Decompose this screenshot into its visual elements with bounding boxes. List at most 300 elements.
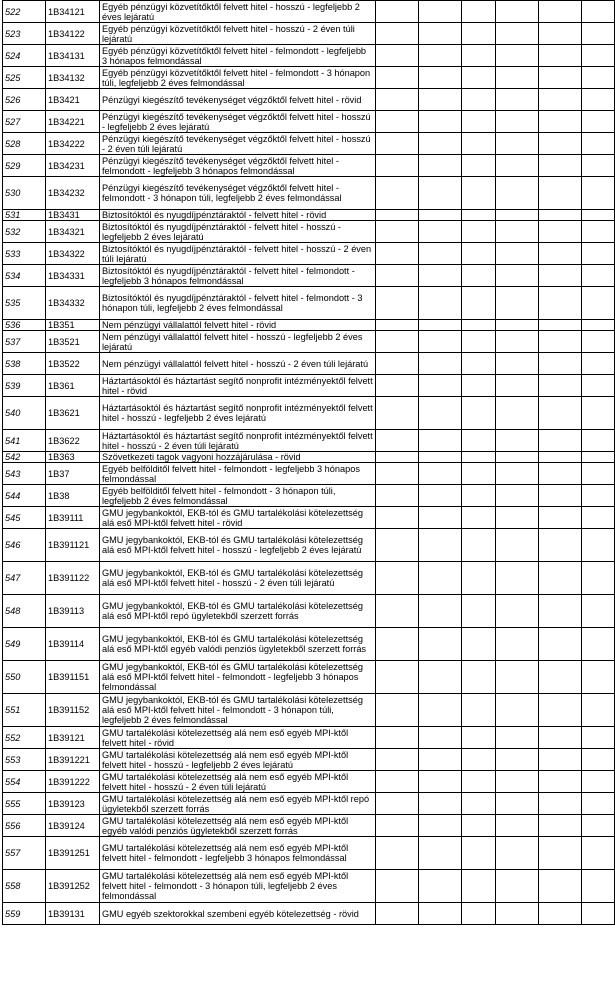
empty-value-cell[interactable] [376, 243, 419, 265]
empty-value-cell[interactable] [582, 210, 615, 221]
empty-value-cell[interactable] [462, 320, 496, 331]
empty-value-cell[interactable] [582, 155, 615, 177]
row-code: 1B34231 [46, 155, 100, 177]
empty-value-cell[interactable] [582, 903, 615, 925]
empty-value-cell[interactable] [539, 243, 582, 265]
empty-value-cell[interactable] [462, 155, 496, 177]
empty-value-cell[interactable] [419, 903, 462, 925]
empty-value-cell[interactable] [419, 870, 462, 903]
row-code: 1B39113 [46, 595, 100, 628]
empty-value-cell[interactable] [462, 837, 496, 870]
table-row [3, 485, 615, 507]
empty-value-cell[interactable] [539, 89, 582, 111]
empty-value-cell[interactable] [539, 155, 582, 177]
empty-value-cell[interactable] [496, 331, 539, 353]
empty-value-cell[interactable] [496, 595, 539, 628]
row-description: Háztartásoktól és háztartást segítő nonprofit intézményektől felvett hitel - hosszú - 2 éven túli lejáratú [100, 430, 376, 452]
empty-value-cell[interactable] [462, 507, 496, 529]
empty-value-cell[interactable] [582, 430, 615, 452]
empty-value-cell[interactable] [419, 243, 462, 265]
empty-value-cell[interactable] [496, 353, 539, 375]
empty-value-cell[interactable] [376, 287, 419, 320]
empty-value-cell[interactable] [582, 562, 615, 595]
empty-value-cell[interactable] [376, 1, 419, 23]
empty-value-cell[interactable] [462, 595, 496, 628]
empty-value-cell[interactable] [462, 89, 496, 111]
row-code: 1B391152 [46, 694, 100, 727]
empty-value-cell[interactable] [376, 727, 419, 749]
empty-value-cell[interactable] [419, 23, 462, 45]
empty-value-cell[interactable] [462, 661, 496, 694]
empty-value-cell[interactable] [496, 771, 539, 793]
empty-value-cell[interactable] [582, 23, 615, 45]
empty-value-cell[interactable] [582, 353, 615, 375]
empty-value-cell[interactable] [376, 133, 419, 155]
empty-value-cell[interactable] [582, 331, 615, 353]
row-description: GMU egyéb szektorokkal szembeni egyéb kötelezettség - rövid [100, 903, 376, 925]
empty-value-cell[interactable] [496, 23, 539, 45]
empty-value-cell[interactable] [462, 111, 496, 133]
empty-value-cell[interactable] [462, 485, 496, 507]
empty-value-cell[interactable] [376, 837, 419, 870]
empty-value-cell[interactable] [496, 870, 539, 903]
empty-value-cell[interactable] [582, 771, 615, 793]
empty-value-cell[interactable] [376, 661, 419, 694]
empty-value-cell[interactable] [462, 452, 496, 463]
empty-value-cell[interactable] [496, 210, 539, 221]
empty-value-cell[interactable] [539, 771, 582, 793]
empty-value-cell[interactable] [419, 562, 462, 595]
row-number: 542 [3, 452, 46, 463]
empty-value-cell[interactable] [419, 452, 462, 463]
empty-value-cell[interactable] [496, 694, 539, 727]
empty-value-cell[interactable] [462, 430, 496, 452]
empty-value-cell[interactable] [376, 221, 419, 243]
empty-value-cell[interactable] [419, 430, 462, 452]
row-description: Biztosítóktól és nyugdíjpénztáraktól - felvett hitel - hosszú - legfeljebb 2 éves lejáratú [100, 221, 376, 243]
empty-value-cell[interactable] [376, 375, 419, 397]
table-row [3, 45, 615, 67]
row-description: GMU jegybankoktól, EKB-tól és GMU tartalékolási kötelezettség alá eső MPI-ktől felvett hitel - hosszú - 2 éven túli lejáratú [100, 562, 376, 595]
empty-value-cell[interactable] [496, 221, 539, 243]
row-description: Biztosítóktól és nyugdíjpénztáraktól - felvett hitel - felmondott - 3 hónapon túli, legfeljebb 2 éves felmondással [100, 287, 376, 320]
empty-value-cell[interactable] [496, 133, 539, 155]
empty-value-cell[interactable] [419, 331, 462, 353]
empty-value-cell[interactable] [496, 177, 539, 210]
empty-value-cell[interactable] [539, 870, 582, 903]
row-description: GMU jegybankoktól, EKB-tól és GMU tartalékolási kötelezettség alá eső MPI-ktől felvett hitel - hosszú - legfeljebb 2 éves lejáratú [100, 529, 376, 562]
empty-value-cell[interactable] [419, 529, 462, 562]
row-number: 540 [3, 397, 46, 430]
row-number: 526 [3, 89, 46, 111]
empty-value-cell[interactable] [462, 210, 496, 221]
empty-value-cell[interactable] [539, 529, 582, 562]
empty-value-cell[interactable] [582, 749, 615, 771]
empty-value-cell[interactable] [539, 793, 582, 815]
empty-value-cell[interactable] [496, 628, 539, 661]
empty-value-cell[interactable] [539, 375, 582, 397]
row-description: Pénzügyi kiegészítő tevékenységet végzőktől felvett hitel - felmondott - 3 hónapon túli, legfeljebb 2 éves felmondással [100, 177, 376, 210]
empty-value-cell[interactable] [376, 430, 419, 452]
empty-value-cell[interactable] [539, 320, 582, 331]
empty-value-cell[interactable] [419, 694, 462, 727]
empty-value-cell[interactable] [462, 265, 496, 287]
row-number: 554 [3, 771, 46, 793]
empty-value-cell[interactable] [462, 903, 496, 925]
empty-value-cell[interactable] [582, 793, 615, 815]
empty-value-cell[interactable] [376, 397, 419, 430]
empty-value-cell[interactable] [539, 815, 582, 837]
empty-value-cell[interactable] [582, 595, 615, 628]
empty-value-cell[interactable] [376, 45, 419, 67]
empty-value-cell[interactable] [376, 793, 419, 815]
empty-value-cell[interactable] [419, 771, 462, 793]
empty-value-cell[interactable] [419, 353, 462, 375]
empty-value-cell[interactable] [539, 221, 582, 243]
empty-value-cell[interactable] [376, 353, 419, 375]
row-code: 1B34321 [46, 221, 100, 243]
empty-value-cell[interactable] [496, 485, 539, 507]
empty-value-cell[interactable] [376, 320, 419, 331]
empty-value-cell[interactable] [582, 1, 615, 23]
empty-value-cell[interactable] [582, 397, 615, 430]
empty-value-cell[interactable] [496, 45, 539, 67]
empty-value-cell[interactable] [462, 133, 496, 155]
empty-value-cell[interactable] [582, 243, 615, 265]
empty-value-cell[interactable] [496, 430, 539, 452]
empty-value-cell[interactable] [539, 749, 582, 771]
empty-value-cell[interactable] [539, 595, 582, 628]
empty-value-cell[interactable] [582, 221, 615, 243]
row-code: 1B39114 [46, 628, 100, 661]
row-number: 534 [3, 265, 46, 287]
empty-value-cell[interactable] [582, 661, 615, 694]
empty-value-cell[interactable] [496, 375, 539, 397]
empty-value-cell[interactable] [539, 837, 582, 870]
empty-value-cell[interactable] [496, 89, 539, 111]
empty-value-cell[interactable] [462, 177, 496, 210]
empty-value-cell[interactable] [419, 837, 462, 870]
empty-value-cell[interactable] [419, 210, 462, 221]
empty-value-cell[interactable] [539, 903, 582, 925]
empty-value-cell[interactable] [462, 287, 496, 320]
row-code: 1B3621 [46, 397, 100, 430]
empty-value-cell[interactable] [376, 595, 419, 628]
row-code: 1B37 [46, 463, 100, 485]
row-number: 550 [3, 661, 46, 694]
empty-value-cell[interactable] [419, 661, 462, 694]
row-number: 544 [3, 485, 46, 507]
empty-value-cell[interactable] [496, 320, 539, 331]
row-description: Pénzügyi kiegészítő tevékenységet végzőktől felvett hitel - hosszú - 2 éven túli lejáratú [100, 133, 376, 155]
empty-value-cell[interactable] [462, 529, 496, 562]
table-row [3, 529, 615, 562]
row-number: 523 [3, 23, 46, 45]
empty-value-cell[interactable] [582, 485, 615, 507]
empty-value-cell[interactable] [419, 628, 462, 661]
empty-value-cell[interactable] [496, 265, 539, 287]
empty-value-cell[interactable] [582, 287, 615, 320]
empty-value-cell[interactable] [376, 562, 419, 595]
empty-value-cell[interactable] [496, 287, 539, 320]
empty-value-cell[interactable] [582, 628, 615, 661]
table-row [3, 89, 615, 111]
row-code: 1B363 [46, 452, 100, 463]
empty-value-cell[interactable] [539, 67, 582, 89]
row-code: 1B391151 [46, 661, 100, 694]
empty-value-cell[interactable] [376, 23, 419, 45]
empty-value-cell[interactable] [496, 507, 539, 529]
empty-value-cell[interactable] [539, 562, 582, 595]
empty-value-cell[interactable] [462, 694, 496, 727]
row-description: GMU tartalékolási kötelezettség alá nem eső egyéb MPI-ktől felvett hitel - hosszú - 2 éven túli lejáratú [100, 771, 376, 793]
row-code: 1B391222 [46, 771, 100, 793]
empty-value-cell[interactable] [582, 177, 615, 210]
empty-value-cell[interactable] [376, 111, 419, 133]
empty-value-cell[interactable] [419, 45, 462, 67]
empty-value-cell[interactable] [376, 452, 419, 463]
empty-value-cell[interactable] [462, 1, 496, 23]
empty-value-cell[interactable] [462, 353, 496, 375]
empty-value-cell[interactable] [496, 749, 539, 771]
row-code: 1B39131 [46, 903, 100, 925]
empty-value-cell[interactable] [496, 793, 539, 815]
empty-value-cell[interactable] [462, 628, 496, 661]
row-number: 532 [3, 221, 46, 243]
table-row [3, 771, 615, 793]
empty-value-cell[interactable] [582, 727, 615, 749]
row-code: 1B34132 [46, 67, 100, 89]
empty-value-cell[interactable] [376, 210, 419, 221]
empty-value-cell[interactable] [376, 265, 419, 287]
empty-value-cell[interactable] [419, 397, 462, 430]
empty-value-cell[interactable] [539, 694, 582, 727]
empty-value-cell[interactable] [582, 133, 615, 155]
row-code: 1B3431 [46, 210, 100, 221]
empty-value-cell[interactable] [539, 507, 582, 529]
empty-value-cell[interactable] [539, 287, 582, 320]
empty-value-cell[interactable] [462, 243, 496, 265]
empty-value-cell[interactable] [462, 727, 496, 749]
row-description: GMU tartalékolási kötelezettség alá nem eső egyéb MPI-ktől felvett hitel - felmondott - 3 hónapon túli, legfeljebb 2 éves felmondással [100, 870, 376, 903]
row-number: 553 [3, 749, 46, 771]
row-number: 535 [3, 287, 46, 320]
empty-value-cell[interactable] [496, 529, 539, 562]
empty-value-cell[interactable] [462, 870, 496, 903]
empty-value-cell[interactable] [539, 133, 582, 155]
empty-value-cell[interactable] [376, 463, 419, 485]
table-body [3, 1, 615, 925]
row-description: Nem pénzügyi vállalattól felvett hitel - hosszú - legfeljebb 2 éves lejáratú [100, 331, 376, 353]
row-code: 1B391252 [46, 870, 100, 903]
empty-value-cell[interactable] [496, 661, 539, 694]
empty-value-cell[interactable] [496, 452, 539, 463]
row-description: GMU tartalékolási kötelezettség alá nem eső egyéb MPI-ktől felvett hitel - felmondott - legfeljebb 3 hónapos felmondással [100, 837, 376, 870]
empty-value-cell[interactable] [539, 397, 582, 430]
empty-value-cell[interactable] [376, 903, 419, 925]
empty-value-cell[interactable] [582, 694, 615, 727]
empty-value-cell[interactable] [539, 452, 582, 463]
empty-value-cell[interactable] [496, 67, 539, 89]
empty-value-cell[interactable] [582, 529, 615, 562]
row-description: GMU jegybankoktól, EKB-tól és GMU tartalékolási kötelezettség alá eső MPI-ktől felvett hitel - felmondott - legfeljebb 3 hónapos felmondással [100, 661, 376, 694]
empty-value-cell[interactable] [582, 320, 615, 331]
row-code: 1B361 [46, 375, 100, 397]
empty-value-cell[interactable] [419, 507, 462, 529]
row-number: 549 [3, 628, 46, 661]
empty-value-cell[interactable] [462, 45, 496, 67]
empty-value-cell[interactable] [539, 45, 582, 67]
empty-value-cell[interactable] [376, 177, 419, 210]
empty-value-cell[interactable] [419, 375, 462, 397]
empty-value-cell[interactable] [582, 265, 615, 287]
row-number: 527 [3, 111, 46, 133]
row-number: 547 [3, 562, 46, 595]
empty-value-cell[interactable] [376, 485, 419, 507]
empty-value-cell[interactable] [376, 694, 419, 727]
table-row [3, 749, 615, 771]
empty-value-cell[interactable] [376, 155, 419, 177]
empty-value-cell[interactable] [496, 243, 539, 265]
empty-value-cell[interactable] [462, 463, 496, 485]
empty-value-cell[interactable] [462, 771, 496, 793]
empty-value-cell[interactable] [376, 67, 419, 89]
empty-value-cell[interactable] [582, 837, 615, 870]
table-row [3, 507, 615, 529]
table-row [3, 694, 615, 727]
table-row [3, 353, 615, 375]
empty-value-cell[interactable] [419, 1, 462, 23]
empty-value-cell[interactable] [496, 1, 539, 23]
empty-value-cell[interactable] [582, 815, 615, 837]
empty-value-cell[interactable] [462, 221, 496, 243]
row-description: GMU tartalékolási kötelezettség alá nem eső egyéb MPI-ktől egyéb valódi penziós ügyletekből szerzett forrás [100, 815, 376, 837]
table-row [3, 375, 615, 397]
empty-value-cell[interactable] [539, 331, 582, 353]
row-code: 1B39121 [46, 727, 100, 749]
empty-value-cell[interactable] [376, 331, 419, 353]
empty-value-cell[interactable] [376, 749, 419, 771]
row-code: 1B34122 [46, 23, 100, 45]
empty-value-cell[interactable] [419, 793, 462, 815]
empty-value-cell[interactable] [419, 177, 462, 210]
empty-value-cell[interactable] [496, 397, 539, 430]
empty-value-cell[interactable] [539, 265, 582, 287]
empty-value-cell[interactable] [376, 628, 419, 661]
row-code: 1B351 [46, 320, 100, 331]
empty-value-cell[interactable] [539, 23, 582, 45]
empty-value-cell[interactable] [539, 430, 582, 452]
empty-value-cell[interactable] [419, 67, 462, 89]
empty-value-cell[interactable] [419, 749, 462, 771]
empty-value-cell[interactable] [419, 595, 462, 628]
empty-value-cell[interactable] [462, 815, 496, 837]
empty-value-cell[interactable] [539, 1, 582, 23]
empty-value-cell[interactable] [496, 463, 539, 485]
table-row [3, 661, 615, 694]
empty-value-cell[interactable] [539, 727, 582, 749]
empty-value-cell[interactable] [462, 331, 496, 353]
empty-value-cell[interactable] [419, 463, 462, 485]
table-row [3, 155, 615, 177]
empty-value-cell[interactable] [419, 133, 462, 155]
empty-value-cell[interactable] [376, 815, 419, 837]
empty-value-cell[interactable] [496, 837, 539, 870]
empty-value-cell[interactable] [462, 375, 496, 397]
empty-value-cell[interactable] [462, 793, 496, 815]
row-code: 1B39123 [46, 793, 100, 815]
empty-value-cell[interactable] [539, 353, 582, 375]
empty-value-cell[interactable] [496, 903, 539, 925]
empty-value-cell[interactable] [419, 727, 462, 749]
empty-value-cell[interactable] [582, 870, 615, 903]
empty-value-cell[interactable] [419, 265, 462, 287]
empty-value-cell[interactable] [582, 111, 615, 133]
empty-value-cell[interactable] [496, 155, 539, 177]
empty-value-cell[interactable] [539, 661, 582, 694]
empty-value-cell[interactable] [496, 562, 539, 595]
empty-value-cell[interactable] [582, 45, 615, 67]
empty-value-cell[interactable] [539, 463, 582, 485]
row-code: 1B34222 [46, 133, 100, 155]
empty-value-cell[interactable] [539, 628, 582, 661]
row-description: Szövetkezeti tagok vagyoni hozzájárulása - rövid [100, 452, 376, 463]
empty-value-cell[interactable] [419, 111, 462, 133]
empty-value-cell[interactable] [496, 111, 539, 133]
empty-value-cell[interactable] [419, 485, 462, 507]
empty-value-cell[interactable] [539, 111, 582, 133]
empty-value-cell[interactable] [496, 727, 539, 749]
row-number: 543 [3, 463, 46, 485]
empty-value-cell[interactable] [539, 177, 582, 210]
empty-value-cell[interactable] [582, 463, 615, 485]
empty-value-cell[interactable] [462, 562, 496, 595]
row-number: 522 [3, 1, 46, 23]
empty-value-cell[interactable] [419, 815, 462, 837]
empty-value-cell[interactable] [419, 320, 462, 331]
empty-value-cell[interactable] [376, 89, 419, 111]
empty-value-cell[interactable] [462, 749, 496, 771]
empty-value-cell[interactable] [462, 397, 496, 430]
table-row [3, 397, 615, 430]
empty-value-cell[interactable] [376, 870, 419, 903]
row-code: 1B39124 [46, 815, 100, 837]
table-row [3, 1, 615, 23]
table-row [3, 243, 615, 265]
empty-value-cell[interactable] [376, 771, 419, 793]
empty-value-cell[interactable] [582, 67, 615, 89]
empty-value-cell[interactable] [419, 155, 462, 177]
empty-value-cell[interactable] [376, 507, 419, 529]
empty-value-cell[interactable] [582, 452, 615, 463]
empty-value-cell[interactable] [582, 375, 615, 397]
empty-value-cell[interactable] [419, 89, 462, 111]
empty-value-cell[interactable] [462, 23, 496, 45]
empty-value-cell[interactable] [376, 529, 419, 562]
empty-value-cell[interactable] [582, 89, 615, 111]
table-row [3, 463, 615, 485]
table-row [3, 793, 615, 815]
empty-value-cell[interactable] [582, 507, 615, 529]
empty-value-cell[interactable] [539, 210, 582, 221]
empty-value-cell[interactable] [419, 221, 462, 243]
row-number: 538 [3, 353, 46, 375]
empty-value-cell[interactable] [496, 815, 539, 837]
empty-value-cell[interactable] [419, 287, 462, 320]
empty-value-cell[interactable] [462, 67, 496, 89]
row-code: 1B38 [46, 485, 100, 507]
empty-value-cell[interactable] [539, 485, 582, 507]
